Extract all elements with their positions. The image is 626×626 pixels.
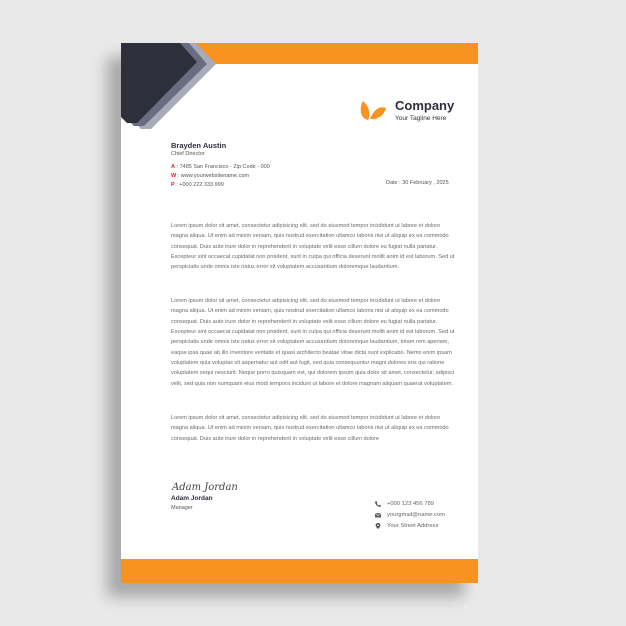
footer-address: Your Street Address <box>387 523 439 529</box>
phone-icon <box>375 501 381 507</box>
phone-key: P <box>171 182 175 188</box>
body-paragraph-3: Lorem ipsum dolor sit amet, consectetur adipisicing elit, sed do eiusmod tempor incididunt ut labore et dolore magna aliqua. Ut enim ad minim veniam, quis nostrud exercitation ullamco laboris nisi ut aliquip ex ea commodo consequat. Duis aute irure dolor in reprehenderit in voluptate velit esse cillum dolore <box>171 415 449 442</box>
footer-phone: +000 123 456 789 <box>387 501 434 507</box>
footer-email-row <box>375 512 445 518</box>
company-name: Company <box>395 98 455 113</box>
company-tagline: Your Tagline Here <box>395 115 447 122</box>
letterhead-page <box>121 43 478 583</box>
footer-phone-row <box>375 501 434 507</box>
body-paragraph-1: Lorem ipsum dolor sit amet, consectetur adipisicing elit, sed do eiusmod tempor incididunt ut labore et dolore magna aliqua. Ut enim ad minim veniam, quis nostrud exercitation ullamco laboris nisi ut aliquip ex ea commodo consequat. Duis aute irure dolor in reprehenderit in voluptate velit esse cillum dolore eu fugiat nulla pariatur. Excepteur sint occaecat cupidatat non proident, sunt in culpa qui officia deserunt mollit anim id est laborum. Sed ut perspiciatis unde omnis iste natus error sit voluptatem accusantium doloremque laudantium. <box>171 223 455 271</box>
sender-name: Brayden Austin <box>171 141 227 150</box>
handwritten-signature <box>171 475 251 495</box>
location-pin-icon <box>375 523 381 529</box>
sender-phone: +000 222 333 999 <box>179 182 224 188</box>
signatory-role: Manager <box>171 505 193 511</box>
body-paragraph-2: Lorem ipsum dolor sit amet, consectetur adipisicing elit, sed do eiusmod tempor incididunt ut labore et dolore magna aliqua. Ut enim ad minim veniam, quis nostrud exercitation ullamco laboris nisi ut aliquip ex ea commodo consequat. Duis aute irure dolor in reprehenderit in voluptate velit esse cillum dolore eu fugiat nulla pariatur. Excepteur sint occaecat cupidatat non proident, sunt in culpa qui officia deserunt mollit anim id est laborum. Sed ut perspiciatis unde omnis iste natus error sit voluptatem accusantium doloremque laudantium, totam rem aperiam, eaque ipsa quae ab illo inventore veritatis et quasi architecto beatae vitae dicta sunt explicabo. Nemo enim ipsam voluptatem quia voluptas sit aspernatur aut odit aut fugit, sed quia consequuntur magni dolores eos qui ratione voluptatem sequi nesciunt. Neque porro quisquam est, qui dolorem ipsum quia dolor sit amet, consectetur, adipisci velit, sed quia non numquam eius modi tempora incidunt ut labore et dolore magnam aliquam quaerat voluptatem. <box>171 298 455 387</box>
footer-accent-bar <box>121 559 478 583</box>
sender-web-row: W : www.yourwebsitename.com <box>171 173 249 179</box>
svg-text:Adam Jordan: Adam Jordan <box>172 482 238 493</box>
address-key: A <box>171 164 175 170</box>
sender-role: Chief Director <box>171 151 205 157</box>
footer-email: yourgmail@name.com <box>387 512 446 518</box>
sender-phone-row: P : +000 222 333 999 <box>171 182 224 188</box>
corner-chevron-decoration <box>121 43 221 129</box>
sender-website: www.yourwebsitename.com <box>180 173 249 179</box>
web-key: W <box>171 173 177 179</box>
sender-address-row: A : 7485 San Francisco - Zip Code - 000 <box>171 164 270 170</box>
signatory-name: Adam Jordan <box>171 495 213 502</box>
leaf-icon <box>359 97 387 121</box>
letter-date: Date : 30 February , 2025 <box>386 180 449 186</box>
footer-address-row <box>375 523 438 529</box>
sender-address: 7485 San Francisco - Zip Code - 000 <box>179 164 270 170</box>
email-icon <box>375 512 381 518</box>
